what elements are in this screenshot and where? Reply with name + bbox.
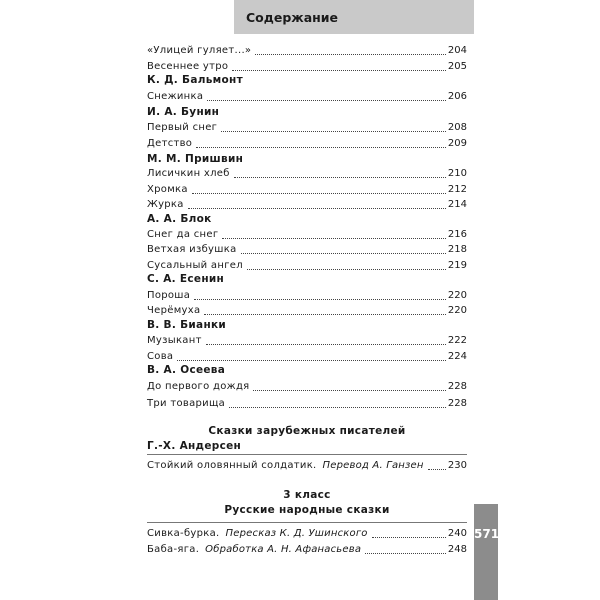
toc-entry[interactable]: [147, 40, 467, 57]
toc-entry[interactable]: [147, 393, 467, 410]
toc-entry[interactable]: [147, 56, 467, 73]
entry-page: 204: [447, 45, 467, 56]
entry-title: Снег да снег: [147, 229, 219, 240]
entry-title: Музыкант: [147, 335, 202, 346]
toc-entry[interactable]: [147, 330, 467, 347]
toc-entry[interactable]: [147, 346, 467, 363]
entry-title: Хромка: [147, 184, 188, 195]
page-title: Содержание: [246, 10, 339, 25]
author-heading: А. А. Блок: [147, 213, 212, 225]
leader-dots: [207, 99, 446, 101]
entry-title: Первый снег: [147, 122, 218, 133]
leader-dots: [247, 268, 446, 270]
entry-page: 220: [447, 305, 467, 316]
toc-entry[interactable]: [147, 86, 467, 103]
leader-dots: [196, 146, 446, 148]
author-heading: И. А. Бунин: [147, 106, 220, 118]
entry-title: «Улицей гуляет...»: [147, 45, 252, 56]
leader-dots: [253, 389, 445, 391]
grade-heading: 3 класс: [283, 489, 331, 501]
entry-page: 210: [447, 168, 467, 179]
leader-dots: [234, 176, 446, 178]
leader-dots: [365, 552, 446, 554]
leader-dots: [428, 468, 446, 470]
entry-page: 220: [447, 290, 467, 301]
entry-page: 228: [447, 381, 467, 392]
entry-page: 205: [447, 61, 467, 72]
entry-page: 206: [447, 91, 467, 102]
entry-page: 212: [447, 184, 467, 195]
entry-title: Баба-яга.: [147, 544, 200, 555]
entry-note: Обработка А. Н. Афанасьева: [205, 544, 362, 555]
author-heading: М. М. Пришвин: [147, 153, 244, 165]
entry-title: Сова: [147, 351, 174, 362]
entry-title: Лисичкин хлеб: [147, 168, 230, 179]
author-heading: К. Д. Бальмонт: [147, 74, 243, 86]
entry-page: 222: [447, 335, 467, 346]
section-heading: Сказки зарубежных писателей: [208, 425, 406, 437]
entry-title: Три товарища: [147, 398, 226, 409]
entry-title: Сивка-бурка.: [147, 528, 220, 539]
toc-entry[interactable]: [147, 376, 467, 393]
section-heading: Русские народные сказки: [224, 504, 390, 516]
page-number: 571: [474, 527, 500, 541]
entry-page: 208: [447, 122, 467, 133]
author-heading: В. А. Осеева: [147, 364, 226, 376]
entry-page: 218: [447, 244, 467, 255]
leader-dots: [188, 207, 446, 209]
entry-title: Детство: [147, 138, 193, 149]
entry-page: 224: [447, 351, 467, 362]
entry-title: До первого дождя: [147, 381, 250, 392]
toc-entry[interactable]: [147, 117, 467, 134]
author-heading: В. В. Бианки: [147, 319, 227, 331]
entry-note: Перевод А. Ганзен: [322, 460, 424, 471]
toc-entry[interactable]: [147, 255, 467, 272]
toc-entry[interactable]: [147, 194, 467, 211]
entry-title: Стойкий оловянный солдатик.: [147, 460, 317, 471]
entry-page: 214: [447, 199, 467, 210]
entry-page: 248: [447, 544, 467, 555]
leader-dots: [241, 252, 446, 254]
entry-page: 209: [447, 138, 467, 149]
leader-dots: [177, 359, 446, 361]
leader-dots: [232, 69, 446, 71]
leader-dots: [255, 53, 446, 55]
toc-entry[interactable]: [147, 239, 467, 256]
toc-entry[interactable]: [147, 539, 467, 556]
author-heading: С. А. Есенин: [147, 273, 225, 285]
entry-title: Пороша: [147, 290, 191, 301]
entry-title: Ветхая избушка: [147, 244, 237, 255]
entry-note: Пересказ К. Д. Ушинского: [225, 528, 368, 539]
leader-dots: [204, 313, 445, 315]
author-heading: Г.-Х. Андерсен: [147, 440, 242, 452]
leader-dots: [229, 406, 446, 408]
toc-entry[interactable]: [147, 523, 467, 540]
leader-dots: [221, 130, 446, 132]
toc-entry[interactable]: [147, 133, 467, 150]
entry-page: 228: [447, 398, 467, 409]
entry-page: 240: [447, 528, 467, 539]
toc-entry[interactable]: [147, 163, 467, 180]
entry-title: Весеннее утро: [147, 61, 229, 72]
entry-title: Журка: [147, 199, 184, 210]
toc-entry[interactable]: [147, 300, 467, 317]
entry-title: Черёмуха: [147, 305, 201, 316]
entry-page: 216: [447, 229, 467, 240]
leader-dots: [372, 536, 446, 538]
entry-title: Снежинка: [147, 91, 204, 102]
leader-dots: [206, 343, 446, 345]
toc-entry[interactable]: [147, 455, 467, 472]
entry-page: 219: [447, 260, 467, 271]
entry-title: Сусальный ангел: [147, 260, 243, 271]
entry-page: 230: [447, 460, 467, 471]
